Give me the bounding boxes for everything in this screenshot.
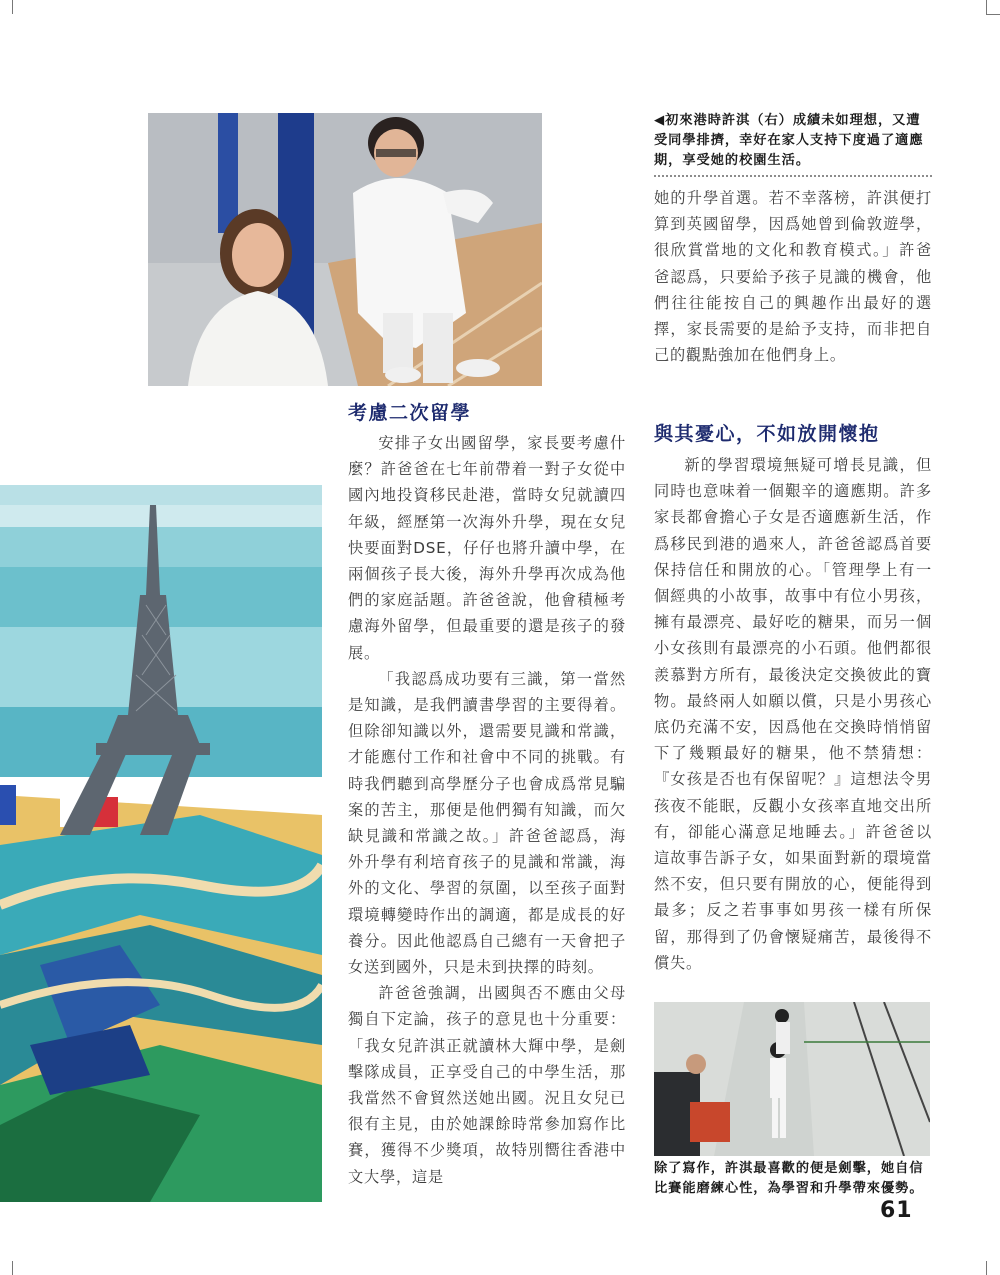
paragraph: 她的升學首選。若不幸落榜，許淇便打算到英國留學，因爲她曾到倫敦遊學，很欣賞當地的文化和教育模式。」許爸爸認爲，只要給予孩子見識的機會，他們往往能按自己的興趣作出最好的選擇，家長需要的是給予支持，而非把自己的觀點強加在他們身上。 [654, 189, 932, 365]
photo-fencers-illustration [148, 113, 542, 386]
photo-caption-top: ◀初來港時許淇（右）成績未如理想，又遭受同學排擠，幸好在家人支持下度過了適應期，享受她的校園生活。 [654, 113, 924, 168]
section-heading-study-abroad: 考慮二次留學 [348, 402, 472, 424]
photo-fencers-smiling [148, 113, 542, 386]
paragraph: 安排子女出國留學，家長要考慮什麼？許爸爸在七年前帶着一對子女從中國內地投資移民赴港，當時女兒就讀四年級，經歷第一次海外升學，現在女兒快要面對DSE，仔仔也將升讀中學，在兩個孩子長大後，海外升學再次成為他們的家庭話題。許爸爸說，他會積極考慮海外留學，但最重要的還是孩子的發展。 [348, 434, 626, 662]
photo-fencing-match [654, 1002, 930, 1156]
article-column-right-top [654, 185, 932, 368]
page-number: 61 [880, 1198, 913, 1223]
paragraph: 新的學習環境無疑可增長見識，但同時也意味着一個艱辛的適應期。許多家長都會擔心子女是否適應新生活，作爲移民到港的過來人，許爸爸認爲首要保持信任和開放的心。「管理學上有一個經典的小故事，故事中有位小男孩，擁有最漂亮、最好吃的糖果，而另一個小女孩則有最漂亮的小石頭。他們都很羨慕對方所有，最後決定交換彼此的寶物。最終兩人如願以償，只是小男孩心底仍充滿不安，因爲他在交換時悄悄留下了幾顆最好的糖果，他不禁猜想：『女孩是否也有保留呢？』這想法令男孩夜不能眠，反觀小女孩率直地交出所有，卻能心滿意足地睡去。」許爸爸以這故事告訴子女，如果面對新的環境當然不安，但只要有開放的心，便能得到最多；反之若事事如男孩一樣有所保留，那得到了仍會懷疑痛苦，最後得不償失。 [654, 456, 932, 972]
paragraph: 「我認爲成功要有三識，第一當然是知識，是我們讀書學習的主要得着。但除卻知識以外，還需要見識和常識，才能應付工作和社會中不同的挑戰。有時我們聽到高學歷分子也會成爲常見騙案的苦主，那便是他們獨有知識，而欠缺見識和常識之故。」許爸爸認爲，海外升學有利培育孩子的見識和常識，海外的文化、學習的氛圍，以至孩子面對環境轉變時作出的調適，都是成長的好養分。因此他認爲自己總有一天會把子女送到國外，只是未到抉擇的時刻。 [348, 669, 626, 977]
eiffel-tower-illustration [0, 485, 322, 1202]
paragraph: 許爸爸強調，出國與否不應由父母獨自下定論，孩子的意見也十分重要：「我女兒許淇正就讀林大輝中學，是劍擊隊成員，正享受自己的中學生活，那我當然不會貿然送她出國。況且女兒已很有主見，由於她課餘時常參加寫作比賽，獲得不少獎項，故特別嚮往香港中文大學，這是 [348, 984, 626, 1186]
crop-mark [986, 14, 1000, 15]
crop-mark [12, 0, 13, 14]
photo-caption-bottom: 除了寫作，許淇最喜歡的便是劍擊，她自信比賽能磨練心性，為學習和升學帶來優勢。 [654, 1161, 924, 1196]
photo-fencing-illustration [654, 1002, 930, 1156]
article-column-right-middle [654, 452, 932, 976]
crop-mark [12, 1261, 13, 1275]
crop-mark [986, 0, 987, 14]
crop-mark [986, 1261, 987, 1275]
dotted-divider [654, 175, 932, 177]
section-heading-open-mind: 與其憂心，不如放開懷抱 [654, 423, 880, 445]
article-column-left [348, 430, 626, 1190]
